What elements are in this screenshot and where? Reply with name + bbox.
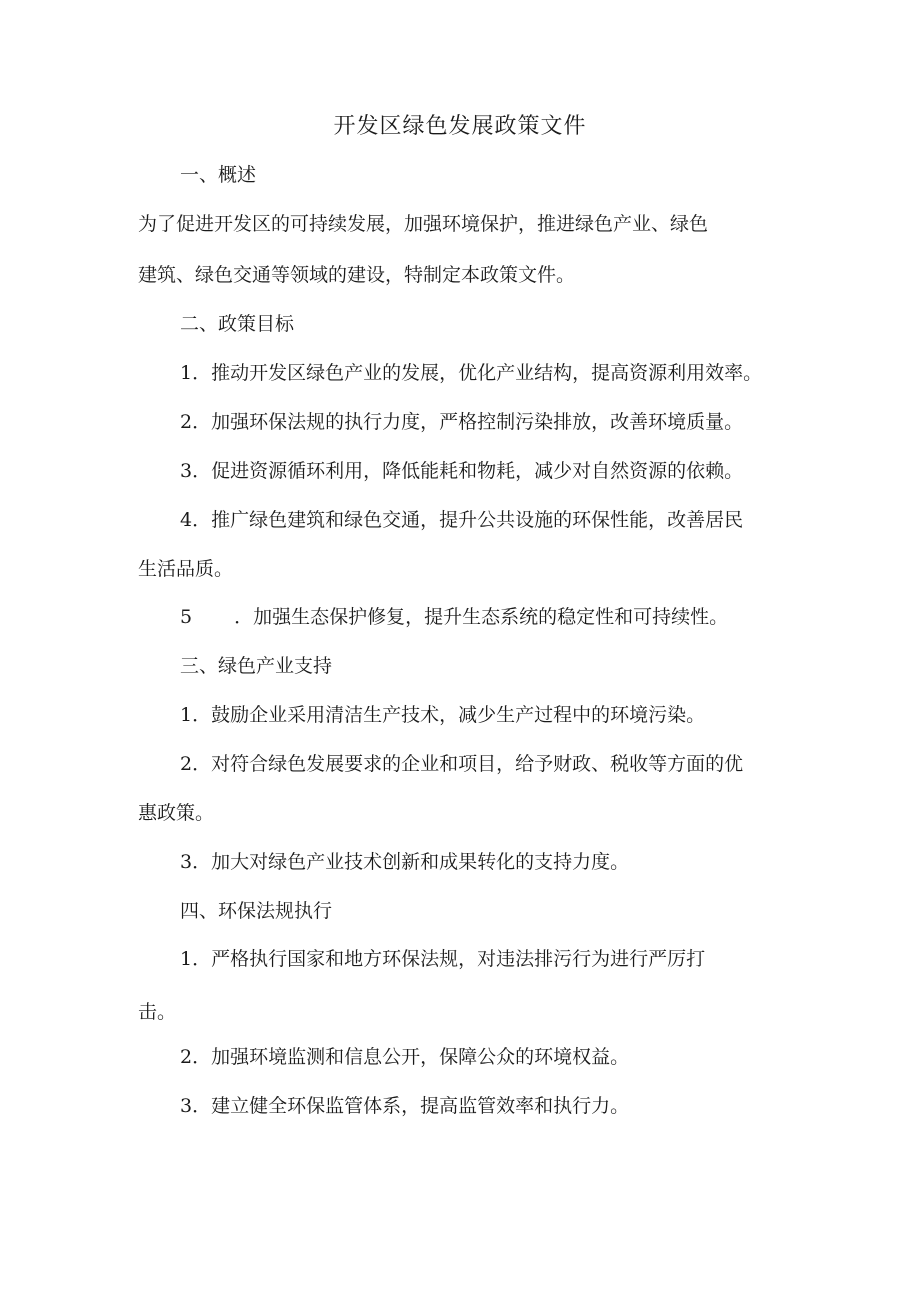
goals-item-5-text: ．加强生态保护修复，提升生态系统的稳定性和可持续性。 <box>234 606 729 628</box>
goals-item-4-line-2: 生活品质。 <box>138 558 234 580</box>
section-heading-overview: 一、概述 <box>180 164 257 186</box>
goals-item-4-line-1: 4．推广绿色建筑和绿色交通，提升公共设施的环保性能，改善居民 <box>180 509 744 531</box>
overview-paragraph-line-1: 为了促进开发区的可持续发展，加强环境保护，推进绿色产业、绿色 <box>138 213 709 235</box>
industry-item-1: 1．鼓励企业采用清洁生产技术，减少生产过程中的环境污染。 <box>180 704 706 726</box>
industry-item-2-line-1: 2．对符合绿色发展要求的企业和项目，给予财政、税收等方面的优 <box>180 753 744 775</box>
goals-item-5 <box>180 604 728 630</box>
industry-item-2-line-2: 惠政策。 <box>138 802 215 824</box>
enforcement-item-2: 2．加强环境监测和信息公开，保障公众的环境权益。 <box>180 1046 630 1068</box>
section-heading-enforcement: 四、环保法规执行 <box>180 900 333 922</box>
goals-item-2: 2．加强环保法规的执行力度，严格控制污染排放，改善环境质量。 <box>180 411 744 433</box>
enforcement-item-1-line-1: 1．严格执行国家和地方环保法规，对违法排污行为进行严厉打 <box>180 948 706 970</box>
section-heading-industry: 三、绿色产业支持 <box>180 655 333 677</box>
goals-item-5-number: 5 <box>180 606 193 628</box>
enforcement-item-3: 3．建立健全环保监管体系，提高监管效率和执行力。 <box>180 1095 630 1117</box>
industry-item-3: 3．加大对绿色产业技术创新和成果转化的支持力度。 <box>180 851 630 873</box>
goals-item-3: 3．促进资源循环利用，降低能耗和物耗，减少对自然资源的依赖。 <box>180 460 744 482</box>
enforcement-item-1-line-2: 击。 <box>138 1001 177 1023</box>
document-title: 开发区绿色发展政策文件 <box>333 114 587 139</box>
overview-paragraph-line-2: 建筑、绿色交通等领域的建设，特制定本政策文件。 <box>138 264 576 286</box>
section-heading-goals: 二、政策目标 <box>180 313 295 335</box>
goals-item-1: 1．推动开发区绿色产业的发展，优化产业结构，提高资源利用效率。 <box>180 362 763 384</box>
